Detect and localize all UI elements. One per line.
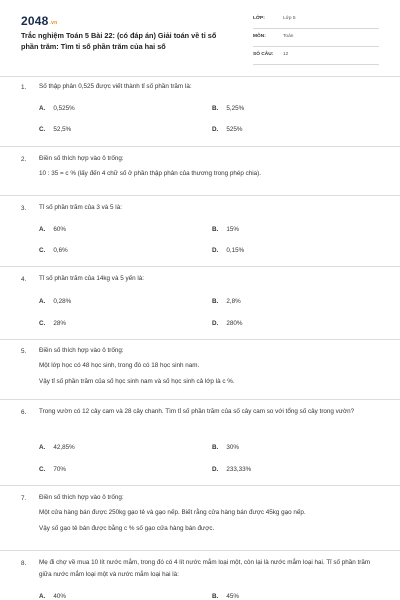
meta-label: MÔN: xyxy=(253,34,266,39)
option-text: 0,525% xyxy=(53,105,75,112)
option-text: 70% xyxy=(53,466,66,473)
question-number: 7. xyxy=(21,495,27,502)
option-key: D. xyxy=(212,247,219,254)
option-text: 15% xyxy=(226,226,239,233)
question-5 xyxy=(0,339,400,399)
question-number: 3. xyxy=(21,205,27,212)
question-text: Số thập phân 0,525 được viết thành tỉ số phần trăm là: xyxy=(39,83,192,90)
option-text: 0,6% xyxy=(53,247,68,254)
option-text: 0,15% xyxy=(226,247,245,254)
option-key: A. xyxy=(39,298,46,305)
option-text: 40% xyxy=(53,593,66,600)
meta-value: 12 xyxy=(283,52,289,57)
question-number: 4. xyxy=(21,276,27,283)
option-key: D. xyxy=(212,320,219,327)
option-b[interactable] xyxy=(212,226,239,233)
question-number: 2. xyxy=(21,156,27,163)
meta-row-subject xyxy=(253,29,379,47)
question-text: Mẹ đi chợ về mua 10 lít nước mắm, trong đó có 4 lít nước mắm loại một, còn lại là nước mắm loại hai. Tỉ số phần trăm giữa nước mắm loại một và nước mắm loại hai là: xyxy=(39,559,371,578)
meta-row-class xyxy=(253,11,379,29)
question-4 xyxy=(0,266,400,334)
option-b[interactable] xyxy=(212,593,239,600)
option-c[interactable] xyxy=(39,320,66,327)
option-text: 280% xyxy=(226,320,243,327)
option-key: B. xyxy=(212,593,219,600)
meta-label: SỐ CÂU: xyxy=(253,52,274,57)
option-text: 233,33% xyxy=(226,466,252,473)
option-key: A. xyxy=(39,105,46,112)
question-8 xyxy=(0,550,400,600)
page-header xyxy=(0,0,400,62)
option-text: 45% xyxy=(226,593,239,600)
meta-value: Toán xyxy=(283,34,294,39)
meta-label: LỚP: xyxy=(253,16,265,21)
option-a[interactable] xyxy=(39,226,66,233)
option-text: 28% xyxy=(53,320,66,327)
option-a[interactable] xyxy=(39,298,71,305)
option-text: 52,5% xyxy=(53,126,72,133)
meta-value: Lớp 5 xyxy=(283,16,296,21)
option-text: 525% xyxy=(226,126,243,133)
option-b[interactable] xyxy=(212,444,239,451)
question-line: Vậy số gạo tẻ bán được bằng c % số gạo cửa hàng bán được. xyxy=(39,525,215,532)
meta-info xyxy=(253,11,379,65)
question-2 xyxy=(0,146,400,190)
option-text: 5,25% xyxy=(226,105,245,112)
option-text: 2,8% xyxy=(226,298,241,305)
question-number: 1. xyxy=(21,84,27,91)
question-text: Tỉ số phần trăm của 3 và 5 là: xyxy=(39,204,122,211)
document-title: Trắc nghiệm Toán 5 Bài 22: (có đáp án) Giải toán về tỉ số phần trăm: Tìm tỉ số phần trăm của hai số xyxy=(21,31,217,51)
question-text: Trong vườn có 12 cây cam và 28 cây chanh. Tìm tỉ số phần trăm của số cây cam so với tổng số cây trong vườn? xyxy=(39,408,355,415)
option-text: 60% xyxy=(53,226,66,233)
option-key: C. xyxy=(39,320,46,327)
option-key: C. xyxy=(39,466,46,473)
option-key: D. xyxy=(212,466,219,473)
meta-row-count xyxy=(253,47,379,65)
question-number: 8. xyxy=(21,560,27,567)
question-line: Một lớp học có 48 học sinh, trong đó có 18 học sinh nam. xyxy=(39,362,200,369)
option-key: B. xyxy=(212,298,219,305)
option-text: 0,28% xyxy=(53,298,72,305)
option-a[interactable] xyxy=(39,105,75,112)
option-text: 30% xyxy=(226,444,239,451)
question-text: Điền số thích hợp vào ô trống: xyxy=(39,494,124,501)
option-text: 42,85% xyxy=(53,444,75,451)
option-d[interactable] xyxy=(212,247,244,254)
question-1 xyxy=(0,76,400,142)
question-number: 5. xyxy=(21,348,27,355)
option-key: B. xyxy=(212,444,219,451)
option-key: C. xyxy=(39,126,46,133)
option-key: C. xyxy=(39,247,46,254)
question-line: Vậy tỉ số phần trăm của số học sinh nam và số học sinh cả lớp là c %. xyxy=(39,378,235,385)
site-logo[interactable] xyxy=(21,14,57,28)
option-key: D. xyxy=(212,126,219,133)
question-line: Một cửa hàng bán được 250kg gạo tẻ và gạo nếp. Biết rằng cửa hàng bán được 45kg gạo nếp. xyxy=(39,509,306,516)
question-text: Điền số thích hợp vào ô trống: xyxy=(39,155,124,162)
option-key: A. xyxy=(39,226,46,233)
option-a[interactable] xyxy=(39,444,75,451)
option-key: B. xyxy=(212,105,219,112)
option-key: A. xyxy=(39,444,46,451)
logo-suffix: .vn xyxy=(49,20,58,26)
option-d[interactable] xyxy=(212,466,251,473)
question-7 xyxy=(0,485,400,543)
question-6 xyxy=(0,399,400,479)
option-c[interactable] xyxy=(39,466,66,473)
question-line: 10 : 35 = c % (lấy đến 4 chữ số ở phần thập phân của thương trong phép chia). xyxy=(39,170,262,177)
question-text: Tỉ số phần trăm của 14kg và 5 yến là: xyxy=(39,275,145,282)
option-c[interactable] xyxy=(39,247,68,254)
option-d[interactable] xyxy=(212,126,242,133)
option-b[interactable] xyxy=(212,105,244,112)
logo-text: 2048 xyxy=(21,14,49,28)
option-c[interactable] xyxy=(39,126,71,133)
option-b[interactable] xyxy=(212,298,241,305)
option-key: B. xyxy=(212,226,219,233)
question-text: Điền số thích hợp vào ô trống: xyxy=(39,347,124,354)
option-d[interactable] xyxy=(212,320,242,327)
question-3 xyxy=(0,195,400,262)
option-key: A. xyxy=(39,593,46,600)
question-number: 6. xyxy=(21,409,27,416)
option-a[interactable] xyxy=(39,593,66,600)
